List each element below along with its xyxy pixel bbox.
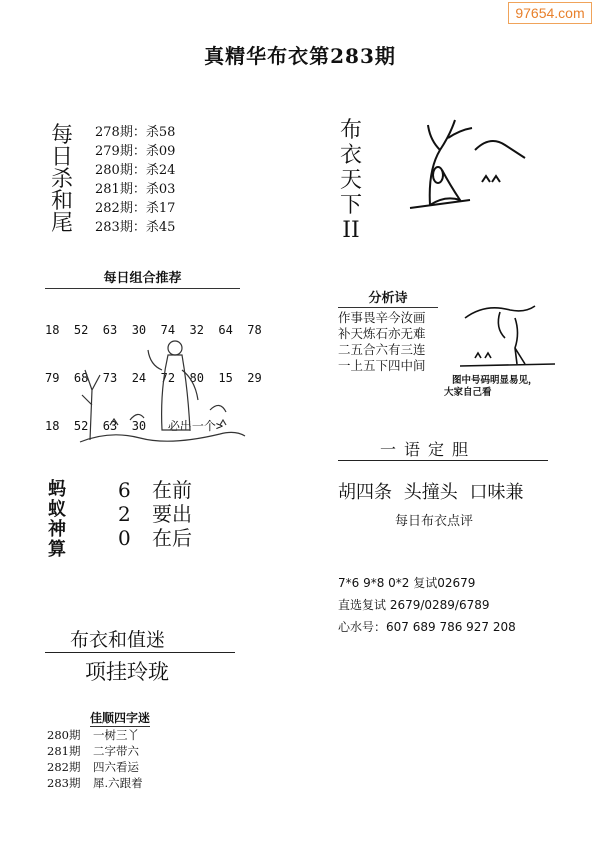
riddle-text: 二字带六: [93, 744, 139, 758]
period-label: 281期: [47, 744, 81, 758]
label-char: 神: [48, 519, 66, 540]
label-char: 日: [50, 145, 73, 170]
label-char: 下: [339, 193, 362, 218]
pick-row: 心水号：607 689 786 927 208: [338, 620, 516, 634]
poem-title: 分析诗: [338, 291, 438, 308]
label-char: 衣: [339, 143, 362, 168]
pick-row: 7*6 9*8 0*2 复试02679: [338, 576, 476, 590]
number-picks: [338, 572, 516, 638]
mayi-row: [118, 478, 192, 502]
kill-row: 279期：杀09: [95, 144, 176, 159]
note-line: 图中号码明显易见，: [452, 375, 538, 386]
label-char: 天: [339, 168, 362, 193]
four-char-row: [47, 743, 143, 759]
daily-kill-list: [95, 123, 175, 237]
label-char: 杀: [50, 167, 73, 192]
poem-line: 作事畏辛今汝画: [338, 310, 426, 325]
four-char-row: [47, 775, 143, 791]
label-char: 布: [339, 118, 362, 143]
page-title: 真精华布衣第283期: [204, 44, 396, 68]
crane-illustration: [455, 298, 565, 370]
label-char: 每: [50, 123, 73, 148]
riddle-text: 四六看运: [93, 760, 139, 774]
kill-row: 283期：杀45: [95, 220, 176, 235]
yiyu-subtitle: 每日布衣点评: [395, 514, 474, 529]
poem-line: 二五合六有三连: [338, 342, 426, 357]
poem-lines: [338, 310, 426, 374]
picture-note: [444, 375, 538, 399]
label-char: 算: [48, 539, 66, 560]
riddle-title: 布衣和值迷: [70, 629, 166, 651]
combo-row: 18 52 63 30 必出一个>: [45, 419, 224, 433]
mayi-number: 6: [118, 478, 131, 502]
kill-row: 280期：杀24: [95, 163, 176, 178]
mayi-rows: [118, 478, 192, 550]
mayi-row: [118, 526, 192, 550]
riddle-text: 犀.六跟着: [93, 776, 143, 790]
label-char: 蚂: [48, 479, 66, 500]
period-label: 280期: [47, 728, 81, 742]
site-watermark: 97654.com: [508, 2, 592, 24]
kill-row: 281期：杀03: [95, 182, 176, 197]
pick-row: 直选复试 2679/0289/6789: [338, 598, 490, 612]
label-char: 和: [50, 189, 73, 214]
mayi-row: [118, 502, 192, 526]
period-label: 283期: [47, 776, 81, 790]
kill-row: 282期：杀17: [95, 201, 176, 216]
tree-bird-illustration: [400, 110, 540, 220]
label-char: II: [342, 218, 360, 243]
buyi-tianxia-label: [338, 118, 364, 243]
yiyu-answer: 胡四条 头撞头 口味兼: [338, 482, 524, 503]
mayi-text: 在后: [152, 526, 192, 550]
four-char-list: [47, 727, 143, 791]
combo-title: 每日组合推荐: [45, 270, 240, 289]
combo-row: 18 52 63 30 74 32 64 78: [45, 323, 262, 337]
four-char-row: [47, 759, 143, 775]
mayi-text: 要出: [152, 502, 192, 526]
daily-kill-label: [50, 125, 74, 235]
riddle-divider: [45, 652, 235, 653]
scholar-illustration: [70, 330, 250, 450]
label-char: 尾: [50, 211, 73, 236]
yiyu-divider: [338, 460, 548, 461]
poem-line: 一上五下四中间: [338, 358, 426, 373]
mayi-number: 0: [118, 526, 131, 550]
kill-row: 278期：杀58: [95, 125, 176, 140]
mayi-label: [45, 480, 69, 560]
note-line: 大家自己看: [444, 387, 492, 398]
riddle-text: 一树三丫: [93, 728, 139, 742]
label-char: 蚁: [48, 499, 66, 520]
mayi-number: 2: [118, 502, 131, 526]
period-label: 282期: [47, 760, 81, 774]
poem-line: 补天炼石亦无难: [338, 326, 426, 341]
four-char-row: [47, 727, 143, 743]
yiyu-title: 一语定胆: [380, 440, 477, 459]
riddle-answer: 项挂玲珑: [85, 660, 169, 684]
four-char-title: 佳顺四字迷: [90, 711, 151, 725]
mayi-text: 在前: [152, 478, 192, 502]
combo-row: 79 68 73 24 72 80 15 29: [45, 371, 262, 385]
